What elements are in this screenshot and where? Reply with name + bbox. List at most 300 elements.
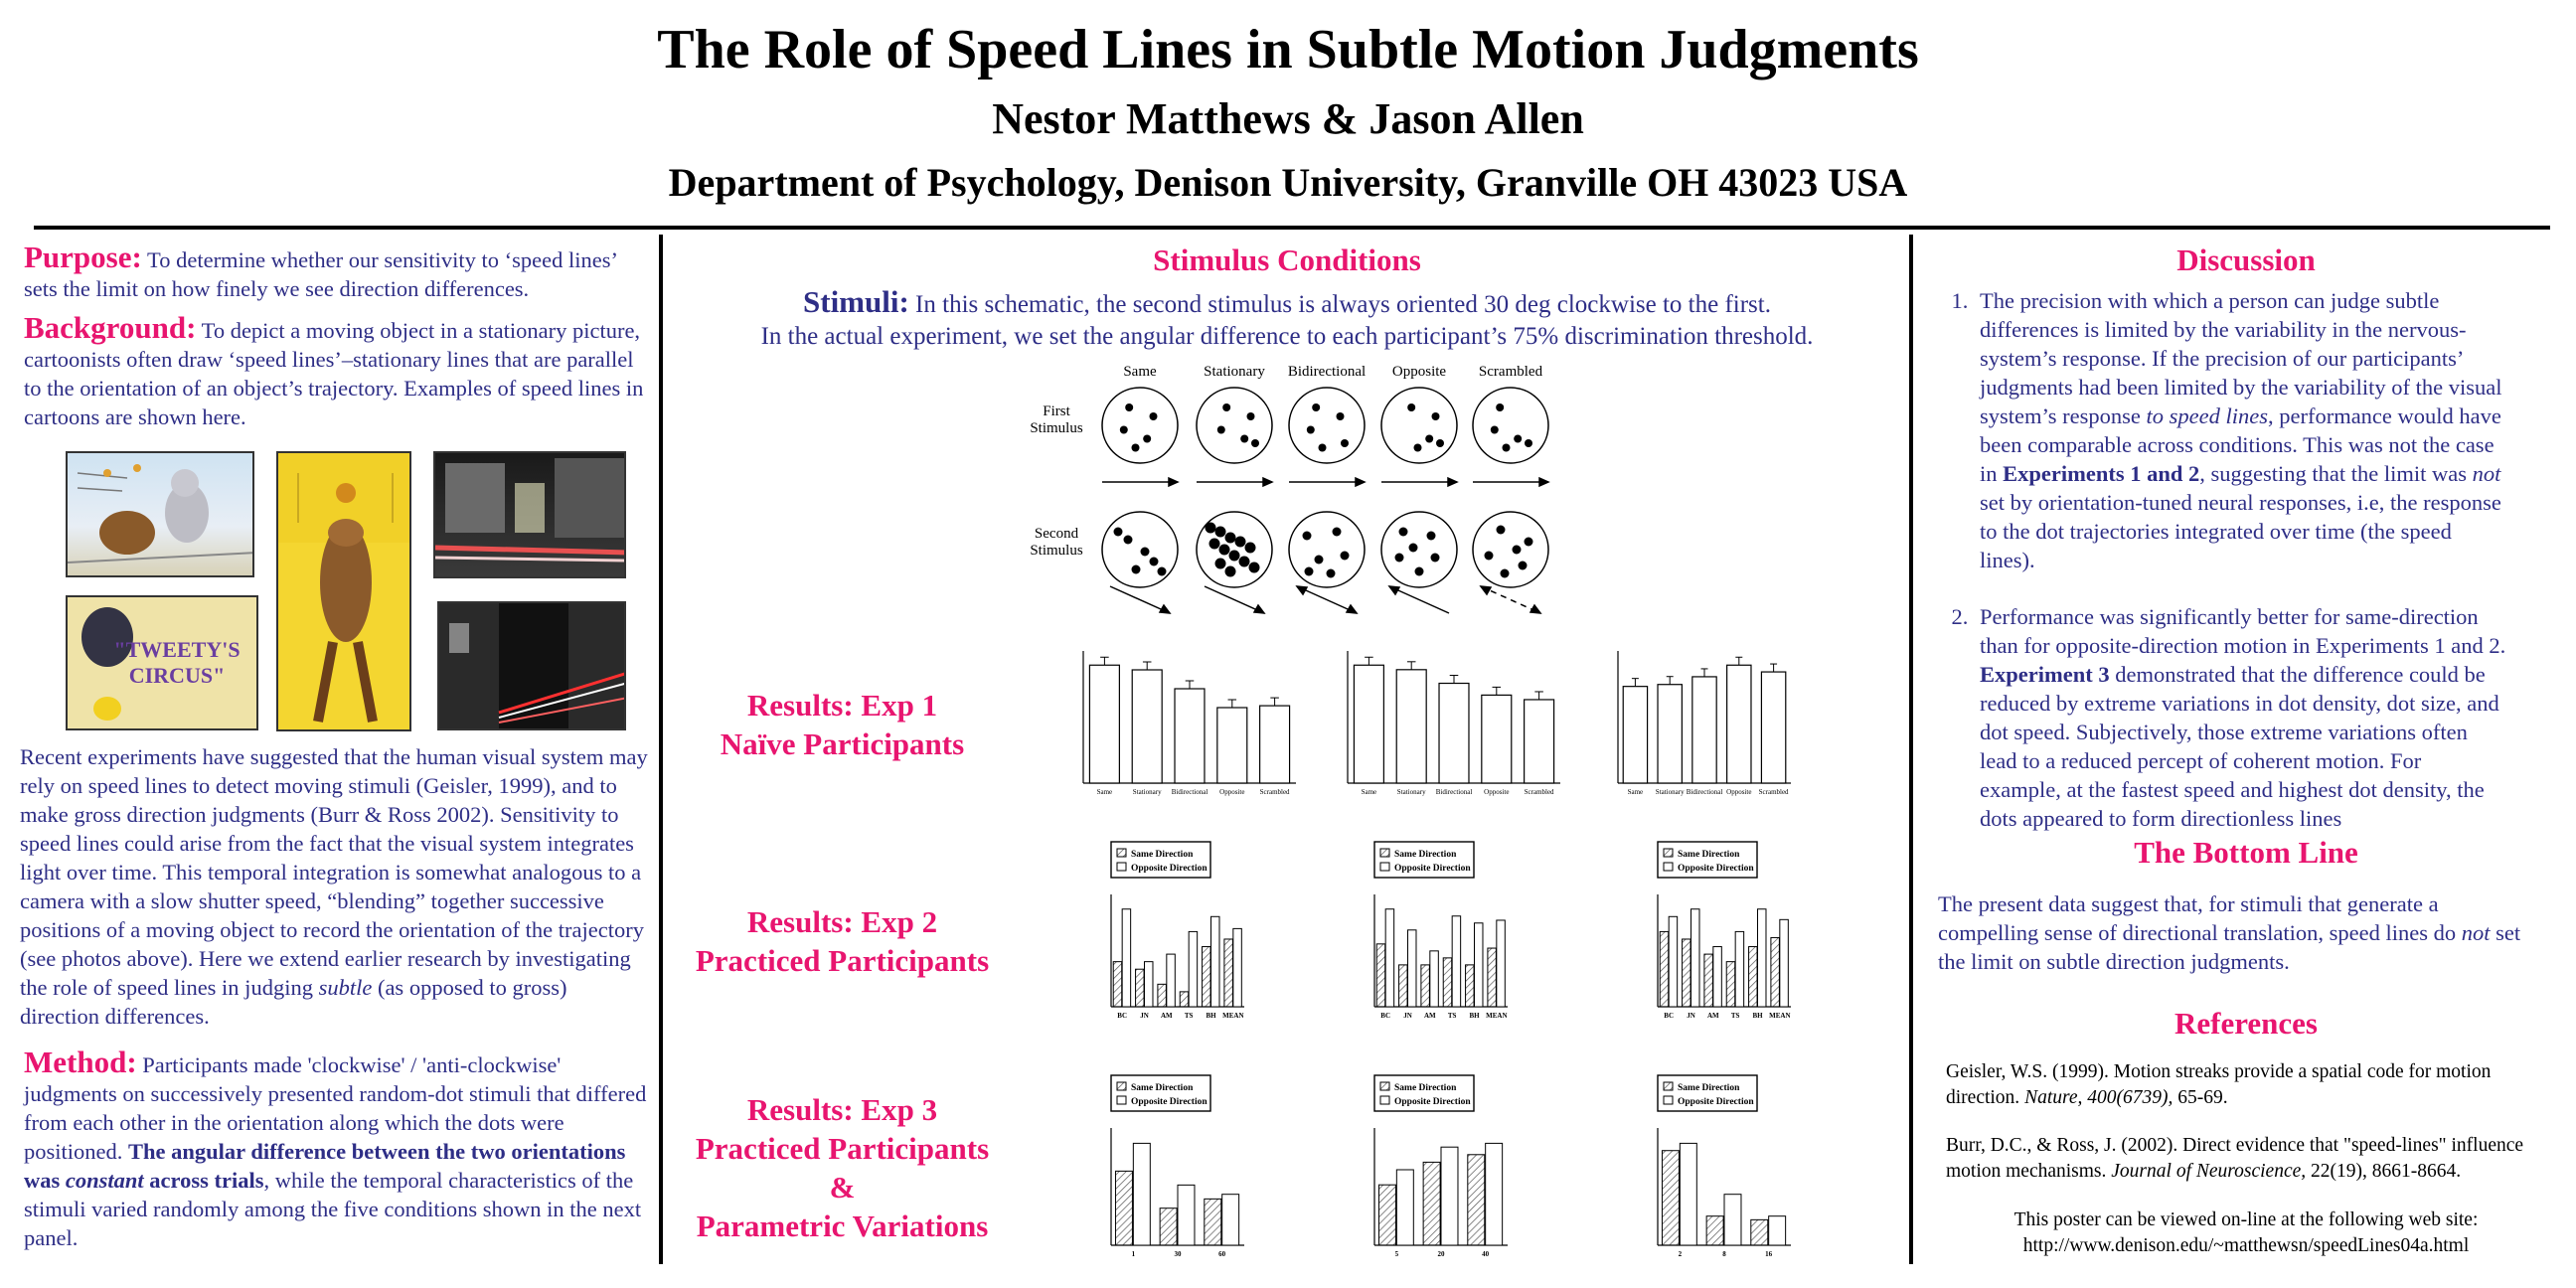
stimulus-dot bbox=[1395, 554, 1404, 563]
tick-label: 2 bbox=[1678, 1250, 1683, 1258]
stimulus-dot bbox=[1305, 567, 1314, 576]
stimulus-dot bbox=[1303, 532, 1312, 541]
poster-authors: Nestor Matthews & Jason Allen bbox=[992, 94, 1584, 143]
website-url: http://www.denison.edu/~matthewsn/speedLines04a.html bbox=[2022, 1235, 2470, 1256]
tick-label: Same bbox=[1361, 788, 1377, 796]
arrow-head bbox=[1356, 478, 1365, 486]
tick-label: 16 bbox=[1765, 1250, 1773, 1258]
stimuli-text-2: In the actual experiment, we set the angular difference to each participant’s 75% discrimination threshold. bbox=[760, 323, 1814, 350]
method-bold-1: The angular difference between the two orientations was bbox=[24, 1139, 626, 1193]
legend-label-same: Same Direction bbox=[1131, 850, 1194, 860]
legend-label-same: Same Direction bbox=[1678, 850, 1740, 860]
condition-label-stationary: Stationary bbox=[1204, 364, 1265, 380]
stimulus-dot bbox=[1215, 559, 1226, 569]
bar bbox=[1211, 916, 1219, 1007]
stimulus-dot bbox=[1215, 527, 1226, 538]
recent-experiments-text bbox=[20, 742, 648, 1031]
stimulus-dot bbox=[1427, 532, 1436, 541]
recent-text-2: (as opposed to gross) direction differences. bbox=[20, 975, 567, 1029]
stimulus-dot bbox=[1158, 567, 1167, 576]
legend-swatch-same bbox=[1117, 1082, 1126, 1090]
tick-label: AM bbox=[1160, 1012, 1173, 1020]
bar bbox=[1669, 916, 1677, 1007]
stimulus-dot bbox=[1485, 552, 1494, 561]
stimulus-dot bbox=[1249, 563, 1260, 573]
legend-label-same: Same Direction bbox=[1394, 850, 1457, 860]
references-heading: References bbox=[2174, 1006, 2318, 1041]
stimulus-dot bbox=[1497, 526, 1506, 535]
tick-label: MEAN bbox=[1222, 1012, 1244, 1020]
tick-label: Stationary bbox=[1396, 788, 1426, 796]
bar bbox=[1497, 920, 1505, 1007]
tick-label: JN bbox=[1140, 1012, 1149, 1020]
bar bbox=[1175, 689, 1205, 783]
stimulus-dot bbox=[1150, 558, 1159, 566]
second-stimulus-circle bbox=[1102, 512, 1178, 587]
bar bbox=[1217, 708, 1247, 783]
arrow-head bbox=[1169, 478, 1178, 486]
bar bbox=[1482, 695, 1512, 783]
stimulus-dot bbox=[1513, 546, 1522, 555]
exp1-title-line-1: Results: Exp 1 bbox=[746, 688, 938, 723]
legend-label-opposite: Opposite Direction bbox=[1394, 864, 1471, 874]
chart-legend bbox=[1111, 1075, 1210, 1111]
website-note bbox=[1918, 1208, 2574, 1259]
bar bbox=[1396, 670, 1426, 783]
bar bbox=[1089, 665, 1119, 783]
bar bbox=[1136, 969, 1144, 1007]
legend-swatch-opposite bbox=[1664, 863, 1673, 871]
bar bbox=[1180, 992, 1188, 1007]
bar bbox=[1660, 931, 1668, 1007]
arrow-head bbox=[1254, 605, 1264, 613]
legend-swatch-same bbox=[1664, 849, 1673, 857]
stimulus-dot bbox=[1222, 403, 1230, 411]
tick-label: AM bbox=[1706, 1012, 1719, 1020]
bar bbox=[1167, 954, 1175, 1007]
cartoon-tweety-drawing bbox=[68, 597, 258, 730]
exp3-title-line-2: Practiced Participants bbox=[695, 1131, 990, 1166]
tick-label: Stationary bbox=[1132, 788, 1162, 796]
legend-swatch-opposite bbox=[1117, 863, 1126, 871]
chart-legend bbox=[1374, 1075, 1474, 1111]
stimulus-dot bbox=[1245, 543, 1256, 554]
method-bold-2: across trials bbox=[143, 1168, 264, 1193]
stimulus-dot bbox=[1251, 439, 1259, 447]
photo-night-traffic-drawing bbox=[439, 603, 626, 730]
exp1-title bbox=[666, 686, 1019, 763]
exp2-title-line-1: Results: Exp 2 bbox=[746, 904, 938, 939]
bar bbox=[1704, 954, 1712, 1007]
bar bbox=[1726, 962, 1734, 1007]
bar bbox=[1205, 1199, 1221, 1245]
second-stimulus-circle bbox=[1473, 512, 1548, 587]
arrow-head bbox=[1539, 478, 1548, 486]
exp3-title-line-4: Parametric Variations bbox=[696, 1208, 989, 1243]
stimulus-dot bbox=[1312, 403, 1320, 411]
stimulus-conditions-heading: Stimulus Conditions bbox=[1153, 242, 1421, 277]
tick-label: Opposite bbox=[1219, 788, 1245, 796]
bar bbox=[1224, 939, 1232, 1007]
bar bbox=[1399, 965, 1407, 1007]
tick-label: BH bbox=[1206, 1012, 1216, 1020]
stimulus-dot bbox=[1415, 567, 1424, 576]
stimulus-dot bbox=[1206, 523, 1216, 534]
exp3-title-line-1: Results: Exp 3 bbox=[746, 1092, 938, 1127]
purpose-text: To determine whether our sensitivity to ‘speed lines’ sets the limit on how finely we see direction differences. bbox=[24, 247, 617, 301]
method-bold-italic: constant bbox=[65, 1168, 144, 1193]
background-text: To depict a moving object in a stationary picture, cartoonists often draw ‘speed lines’–stationary lines that are parallel to the orientation of an object’s trajectory. Examples of speed lines in cartoons are shown here. bbox=[24, 318, 644, 429]
exp1-chart-reaction-time bbox=[1590, 641, 1799, 815]
bar bbox=[1378, 1185, 1395, 1245]
legend-swatch-opposite bbox=[1380, 863, 1389, 871]
stimulus-dot bbox=[1141, 548, 1150, 557]
condition-label-bidirectional: Bidirectional bbox=[1287, 364, 1367, 380]
bottom-line-heading: The Bottom Line bbox=[2134, 835, 2358, 870]
tick-label: 20 bbox=[1437, 1250, 1445, 1258]
stimulus-dot bbox=[1150, 412, 1158, 420]
stimulus-dot bbox=[1247, 412, 1255, 420]
stimuli-text-1: In this schematic, the second stimulus is always oriented 30 deg clockwise to the first. bbox=[915, 291, 1771, 318]
tick-label: BH bbox=[1469, 1012, 1480, 1020]
tick-label: Same bbox=[1627, 788, 1644, 796]
bar bbox=[1189, 931, 1197, 1007]
stimulus-dot bbox=[1114, 528, 1123, 537]
bar bbox=[1780, 919, 1788, 1007]
poster-affiliation: Department of Psychology, Denison University, Granville OH 43023 USA bbox=[668, 160, 1908, 205]
bar bbox=[1713, 947, 1721, 1007]
exp3-chart-dots-per-frame bbox=[1083, 1073, 1252, 1277]
bar bbox=[1439, 684, 1469, 783]
bar bbox=[1430, 951, 1438, 1007]
tick-label: Bidirectional bbox=[1435, 788, 1473, 796]
exp2-chart-c bbox=[1630, 840, 1799, 1039]
second-stimulus-circle bbox=[1289, 512, 1365, 587]
condition-label-scrambled: Scrambled bbox=[1478, 364, 1543, 380]
bar bbox=[1396, 1170, 1413, 1245]
purpose-section bbox=[24, 242, 645, 303]
row-label-second-1: Second bbox=[1034, 526, 1079, 542]
tick-label: BC bbox=[1117, 1012, 1128, 1020]
bar bbox=[1423, 1162, 1440, 1245]
stimulus-dot bbox=[1239, 557, 1250, 567]
bar bbox=[1751, 1219, 1768, 1245]
bar bbox=[1475, 923, 1483, 1007]
bar bbox=[1658, 685, 1682, 783]
bar bbox=[1769, 1216, 1786, 1245]
tick-label: 30 bbox=[1174, 1250, 1182, 1258]
bar bbox=[1260, 706, 1290, 783]
tick-label: 8 bbox=[1722, 1250, 1726, 1258]
second-stimulus-circle bbox=[1381, 512, 1457, 587]
exp3-title-line-3: & bbox=[829, 1170, 856, 1205]
legend-swatch-same bbox=[1117, 849, 1126, 857]
stimulus-dot bbox=[1409, 544, 1418, 553]
column-divider-right bbox=[1909, 235, 1913, 1264]
bar bbox=[1771, 937, 1779, 1007]
background-section bbox=[24, 310, 645, 431]
stimulus-dot bbox=[1491, 426, 1499, 434]
bar bbox=[1706, 1216, 1723, 1245]
tick-label: MEAN bbox=[1769, 1012, 1791, 1020]
arrow-head bbox=[1160, 605, 1170, 613]
bottom-line-text: The present data suggest that, for stimuli that generate a compelling sense of directional translation, speed lines do not set the limit on subtle direction judgments. bbox=[1938, 891, 2521, 974]
first-stimulus-circle bbox=[1381, 388, 1457, 463]
bar bbox=[1724, 1195, 1741, 1245]
legend-label-same: Same Direction bbox=[1678, 1083, 1740, 1093]
stimulus-dot bbox=[1501, 569, 1510, 578]
tick-label: JN bbox=[1403, 1012, 1412, 1020]
stimulus-dot bbox=[1143, 435, 1151, 443]
discussion-point-2: 2. Performance was significantly better for same-direction than for opposite-direction motion in Experiments 1 and 2. Experiment 3 demonstrated that the difference could be reduced by extreme variations in dot density, dot size, and dot speed. Subjectively, those extreme variations often lead to a reduced percept of coherent motion. For example, at the fastest speed and highest dot density, the dots appeared to form directionless lines bbox=[1974, 602, 2507, 833]
bar bbox=[1683, 939, 1690, 1007]
cartoon-image-tweety bbox=[66, 595, 258, 730]
header-divider bbox=[34, 226, 2550, 230]
stimulus-dot bbox=[1407, 403, 1415, 411]
row-label-second-2: Stimulus bbox=[1030, 543, 1083, 559]
legend-swatch-same bbox=[1380, 849, 1389, 857]
purpose-label: Purpose: bbox=[24, 240, 142, 274]
condition-label-same: Same bbox=[1123, 364, 1157, 380]
bar bbox=[1468, 1155, 1485, 1245]
tick-label: Opposite bbox=[1484, 788, 1510, 796]
chart-legend bbox=[1111, 842, 1210, 878]
tick-label: TS bbox=[1184, 1012, 1194, 1020]
tick-label: Scrambled bbox=[1524, 788, 1554, 796]
stimulus-dot bbox=[1503, 444, 1511, 452]
legend-label-opposite: Opposite Direction bbox=[1394, 1097, 1471, 1107]
stimulus-dot bbox=[1327, 569, 1336, 578]
stimulus-dot bbox=[1436, 439, 1444, 447]
cartoon-coyote-drawing bbox=[278, 453, 411, 731]
tick-label: Stationary bbox=[1655, 788, 1685, 796]
tick-label: Bidirectional bbox=[1686, 788, 1723, 796]
tick-label: BC bbox=[1664, 1012, 1675, 1020]
tick-label: 5 bbox=[1394, 1250, 1399, 1258]
stimulus-dot bbox=[1132, 444, 1140, 452]
bar bbox=[1692, 677, 1716, 783]
stimulus-dot bbox=[1125, 403, 1133, 411]
tick-label: TS bbox=[1447, 1012, 1457, 1020]
legend-label-same: Same Direction bbox=[1131, 1083, 1194, 1093]
condition-label-opposite: Opposite bbox=[1391, 364, 1447, 380]
legend-label-opposite: Opposite Direction bbox=[1131, 864, 1208, 874]
bar bbox=[1691, 909, 1699, 1007]
bar bbox=[1133, 1143, 1150, 1245]
bar bbox=[1680, 1143, 1696, 1245]
bar bbox=[1376, 944, 1384, 1007]
bar bbox=[1158, 984, 1166, 1007]
stimulus-dot bbox=[1431, 554, 1440, 563]
bar bbox=[1203, 947, 1210, 1007]
stimulus-dot bbox=[1414, 444, 1422, 452]
tick-label: Same bbox=[1096, 788, 1113, 796]
tick-label: Scrambled bbox=[1758, 788, 1789, 796]
exp3-chart-dot-speed bbox=[1630, 1073, 1799, 1277]
stimulus-dot bbox=[1319, 444, 1327, 452]
tick-label: Scrambled bbox=[1259, 788, 1290, 796]
stimulus-dot bbox=[1432, 412, 1440, 420]
bar bbox=[1233, 928, 1241, 1007]
stimuli-label: Stimuli: bbox=[803, 284, 909, 319]
tick-label: MEAN bbox=[1486, 1012, 1508, 1020]
legend-swatch-same bbox=[1380, 1082, 1389, 1090]
discussion-list bbox=[1936, 286, 2507, 861]
stimulus-dot bbox=[1240, 435, 1248, 443]
background-label: Background: bbox=[24, 310, 197, 345]
bar bbox=[1525, 700, 1554, 783]
tick-label: 60 bbox=[1218, 1250, 1226, 1258]
legend-swatch-opposite bbox=[1380, 1096, 1389, 1104]
tick-label: 1 bbox=[1131, 1250, 1136, 1258]
exp2-chart-b bbox=[1347, 840, 1516, 1039]
tick-label: JN bbox=[1687, 1012, 1695, 1020]
tick-label: BH bbox=[1752, 1012, 1763, 1020]
bar bbox=[1115, 1171, 1132, 1245]
exp1-title-line-2: Naïve Participants bbox=[720, 726, 965, 761]
chart-legend bbox=[1658, 842, 1757, 878]
stimulus-dot bbox=[1525, 538, 1533, 547]
exp2-chart-a bbox=[1083, 840, 1252, 1039]
stimulus-dot bbox=[1219, 545, 1230, 556]
stimulus-dot bbox=[1307, 426, 1315, 434]
exp1-chart-proficiency bbox=[1055, 641, 1304, 815]
arrow-head bbox=[1481, 586, 1491, 594]
row-label-first-2: Stimulus bbox=[1030, 420, 1083, 436]
exp1-chart-sensitivity bbox=[1320, 641, 1568, 815]
arrow-head bbox=[1263, 478, 1272, 486]
method-label: Method: bbox=[24, 1045, 137, 1079]
first-stimulus-circle bbox=[1289, 388, 1365, 463]
left-column bbox=[24, 242, 645, 431]
stimulus-schematic bbox=[1024, 353, 1580, 616]
stimulus-dot bbox=[1235, 537, 1246, 548]
chart-legend bbox=[1374, 842, 1474, 878]
stimulus-dot bbox=[1217, 426, 1225, 434]
tick-label: Bidirectional bbox=[1171, 788, 1208, 796]
legend-label-opposite: Opposite Direction bbox=[1131, 1097, 1208, 1107]
stimulus-dot bbox=[1124, 536, 1133, 545]
stimulus-dot bbox=[1496, 403, 1504, 411]
recent-text-1: Recent experiments have suggested that the human visual system may rely on speed lines to detect moving stimuli (Geisler, 1999), and to make gross direction judgments (Burr & Ross 2002). Sensitivity to speed lines could arise from the fact that the visual system integrates light over time. This temporal integration is somewhat analogous to a camera with a slow shutter speed, “blending” together successive positions of a moving object to record the orientation of the trajectory (see photos above). Here we extend earlier research by investigating the role of speed lines in judging bbox=[20, 744, 648, 1000]
cartoon-image-coyote bbox=[276, 451, 411, 731]
exp3-title bbox=[666, 1090, 1019, 1245]
legend-swatch-opposite bbox=[1664, 1096, 1673, 1104]
reference-geisler: Geisler, W.S. (1999). Motion streaks provide a spatial code for motion direction. Nature, 400(6739), 65-69. bbox=[1946, 1061, 2492, 1108]
row-label-first-1: First bbox=[1043, 403, 1070, 419]
arrow-head bbox=[1530, 605, 1540, 613]
bar bbox=[1662, 1151, 1679, 1245]
tick-label: TS bbox=[1730, 1012, 1740, 1020]
cartoon-image-bugs bbox=[66, 451, 254, 577]
discussion-heading: Discussion bbox=[2176, 242, 2316, 277]
bar bbox=[1132, 670, 1162, 783]
tweety-caption-1: "TWEETY'S bbox=[113, 637, 241, 662]
arrow-head bbox=[1448, 478, 1457, 486]
bar bbox=[1113, 962, 1121, 1007]
tick-label: BC bbox=[1380, 1012, 1391, 1020]
legend-swatch-opposite bbox=[1117, 1096, 1126, 1104]
legend-swatch-same bbox=[1664, 1082, 1673, 1090]
tick-label: AM bbox=[1423, 1012, 1436, 1020]
first-stimulus-circle bbox=[1473, 388, 1548, 463]
bar bbox=[1122, 909, 1130, 1007]
bar bbox=[1758, 909, 1766, 1007]
first-stimulus-circle bbox=[1197, 388, 1272, 463]
bar bbox=[1749, 947, 1757, 1007]
photo-night-street bbox=[433, 451, 626, 578]
stimulus-dot bbox=[1225, 566, 1236, 577]
bar bbox=[1443, 958, 1451, 1007]
stimulus-dot bbox=[1341, 552, 1350, 561]
stimulus-dot bbox=[1425, 435, 1433, 443]
tick-label: Opposite bbox=[1726, 788, 1752, 796]
arrow-head bbox=[1347, 605, 1357, 613]
reference-burr: Burr, D.C., & Ross, J. (2002). Direct evidence that "speed-lines" influence motion mechanisms. Journal of Neuroscience, 22(19), 8661-8664. bbox=[1946, 1135, 2524, 1182]
stimulus-dot bbox=[1333, 528, 1342, 537]
website-note-1: This poster can be viewed on-line at the following web site: bbox=[2013, 1209, 2479, 1230]
stimulus-dot bbox=[1209, 539, 1220, 550]
stimulus-dot bbox=[1132, 565, 1141, 574]
poster-title: The Role of Speed Lines in Subtle Motion Judgments bbox=[657, 19, 1919, 80]
tick-label: 40 bbox=[1482, 1250, 1490, 1258]
bar bbox=[1354, 665, 1383, 783]
exp2-title bbox=[666, 902, 1019, 980]
stimulus-dot bbox=[1225, 533, 1236, 544]
bar bbox=[1421, 965, 1429, 1007]
stimulus-dot bbox=[1229, 551, 1240, 562]
column-divider-left bbox=[659, 235, 663, 1264]
exp2-title-line-2: Practiced Participants bbox=[695, 943, 990, 978]
stimulus-dot bbox=[1519, 562, 1528, 570]
photo-night-traffic bbox=[437, 601, 626, 730]
cartoon-bugs-drawing bbox=[68, 453, 254, 577]
legend-label-opposite: Opposite Direction bbox=[1678, 864, 1754, 874]
legend-label-same: Same Direction bbox=[1394, 1083, 1457, 1093]
bar bbox=[1735, 931, 1743, 1007]
bar bbox=[1452, 916, 1460, 1007]
method-text-2: , while the temporal characteristics of the stimuli varied randomly among the five conditions shown in the next panel. bbox=[24, 1168, 642, 1250]
bar bbox=[1761, 672, 1785, 783]
first-stimulus-circle bbox=[1102, 388, 1178, 463]
bar bbox=[1222, 1195, 1239, 1245]
discussion-point-1: 1. The precision with which a person can judge subtle differences is limited by the variability in the nervous-system’s response. If the precision of our participants’ judgments had been limited by the variability of the visual system’s response to speed lines, performance would have been comparable across conditions. This was not the case in Experiments 1 and 2, suggesting that the limit was not set by orientation-tuned neural responses, i.e, the response to the dot trajectories integrated over time (the speed lines). bbox=[1974, 286, 2507, 574]
stimulus-dot bbox=[1337, 412, 1345, 420]
bar bbox=[1623, 687, 1647, 783]
method-text-1: Participants made 'clockwise' / 'anti-clockwise' judgments on successively presented random-dot stimuli that differed from each other in the orientation along which the dots were positioned. bbox=[24, 1052, 647, 1164]
arrow-head bbox=[1389, 586, 1399, 594]
tweety-caption-2: CIRCUS" bbox=[128, 663, 226, 688]
stimulus-dot bbox=[1120, 426, 1128, 434]
bar bbox=[1727, 665, 1751, 783]
recent-italic: subtle bbox=[318, 975, 373, 1000]
bar bbox=[1486, 1143, 1503, 1245]
bar bbox=[1178, 1185, 1195, 1245]
stimuli-text bbox=[666, 286, 1908, 353]
exp3-chart-dot-size bbox=[1347, 1073, 1516, 1277]
bar bbox=[1385, 909, 1393, 1007]
bar bbox=[1466, 965, 1474, 1007]
bar bbox=[1488, 948, 1496, 1007]
arrow-head bbox=[1297, 586, 1307, 594]
method-section bbox=[24, 1047, 650, 1252]
bar bbox=[1160, 1208, 1177, 1245]
bar bbox=[1441, 1147, 1458, 1245]
stimulus-dot bbox=[1399, 528, 1408, 537]
stimulus-dot bbox=[1514, 435, 1522, 443]
photo-night-street-drawing bbox=[435, 453, 626, 578]
stimulus-dot bbox=[1525, 439, 1532, 447]
